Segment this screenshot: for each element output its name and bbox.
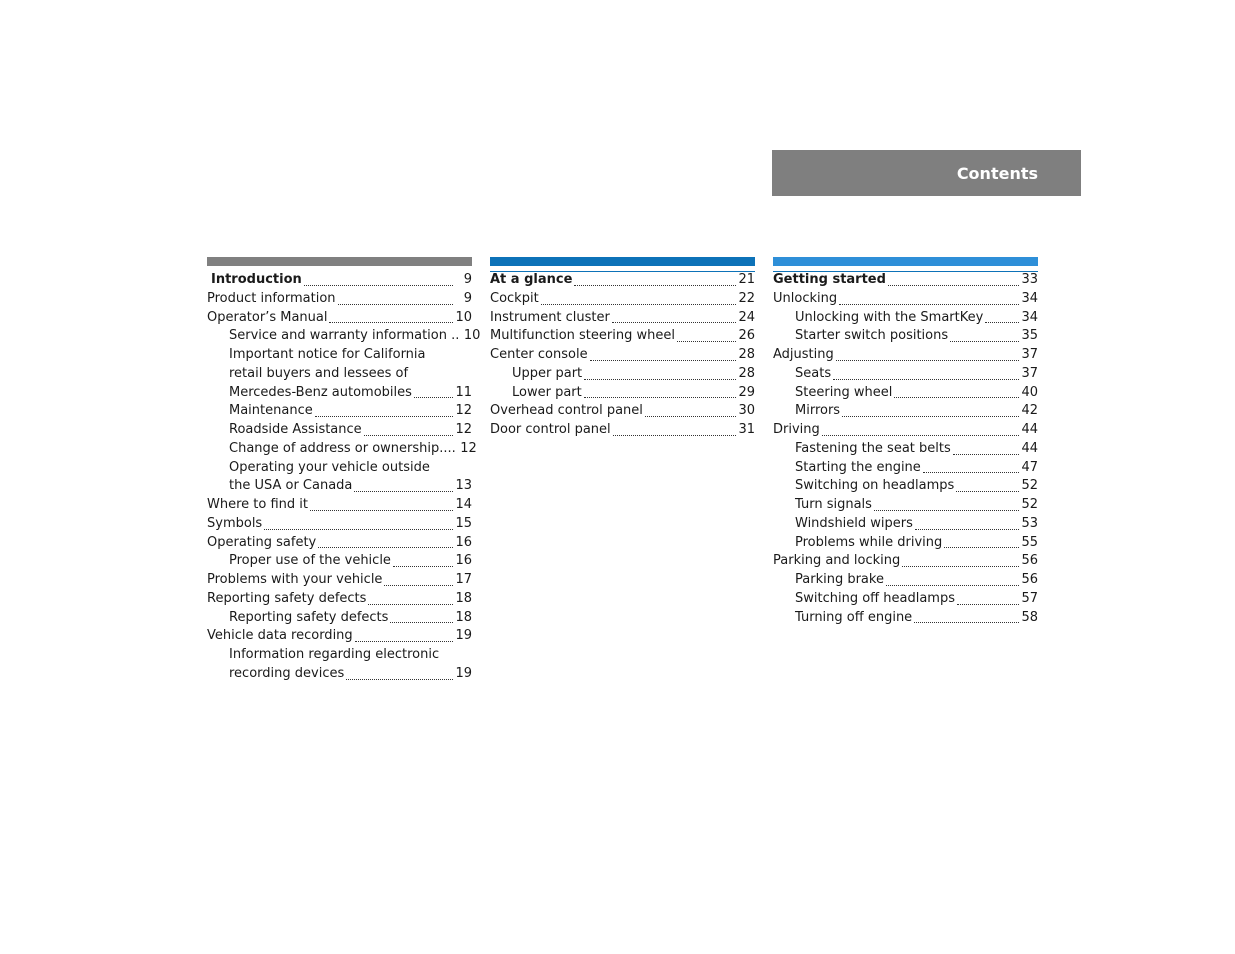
- toc-leader-dots: [304, 285, 453, 286]
- toc-page-number: 12: [460, 440, 477, 456]
- toc-entry-title: Instrument cluster: [490, 309, 610, 325]
- contents-title: Contents: [956, 163, 1038, 183]
- toc-entry-title: the USA or Canada: [229, 478, 353, 494]
- toc-page-number: 16: [455, 553, 472, 569]
- toc-leader-dots: [541, 304, 736, 305]
- toc-entry[interactable]: [773, 327, 1038, 346]
- toc-leader-dots: [354, 491, 453, 492]
- toc-entry-title: Starting the engine: [795, 459, 921, 475]
- toc-entry[interactable]: [490, 421, 755, 440]
- toc-entry-title: Seats: [795, 365, 832, 381]
- toc-page-number: 11: [455, 384, 472, 400]
- toc-leader-dots: [390, 622, 453, 623]
- toc-entry[interactable]: [773, 515, 1038, 534]
- toc-leader-dots: [950, 341, 1019, 342]
- toc-entry-title: Multifunction steering wheel: [490, 328, 675, 344]
- toc-entry[interactable]: [490, 327, 755, 346]
- toc-leader-dots: [836, 360, 1019, 361]
- toc-entry-title: Operating safety: [207, 534, 317, 550]
- toc-leader-dots: [414, 397, 453, 398]
- toc-page-number: 34: [1021, 309, 1038, 325]
- toc-leader-dots: [338, 304, 453, 305]
- toc-leader-dots: [612, 322, 736, 323]
- toc-entry-title: Unlocking with the SmartKey: [795, 309, 984, 325]
- toc-page-number: 28: [738, 365, 755, 381]
- toc-leader-dots: [957, 604, 1019, 605]
- toc-entry-title: Where to find it: [207, 497, 308, 512]
- toc-page-number: 56: [1021, 572, 1038, 587]
- toc-leader-dots: [839, 304, 1019, 305]
- toc-page-number: 33: [1021, 272, 1038, 287]
- toc-page-number: 9: [463, 290, 472, 306]
- toc-entry-title: Information regarding electronic: [229, 647, 440, 662]
- toc-page-number: 18: [455, 609, 472, 625]
- toc-entry[interactable]: [773, 346, 1038, 365]
- toc-entry-title: Center console: [490, 347, 588, 362]
- toc-entry[interactable]: [207, 477, 472, 496]
- toc-entry-title: Proper use of the vehicle: [229, 553, 391, 569]
- toc-entry-title: Lower part: [512, 384, 582, 400]
- toc-entry-title: retail buyers and lessees of: [229, 365, 409, 381]
- toc-leader-dots: [894, 397, 1019, 398]
- toc-entry-title: Reporting safety defects: [207, 590, 367, 606]
- toc-entry[interactable]: [207, 665, 472, 684]
- toc-leader-dots: [355, 641, 453, 642]
- section-bar-getting-started: [773, 257, 1038, 266]
- toc-leader-dots: [310, 510, 453, 511]
- toc-leader-dots: [923, 472, 1019, 473]
- toc-page-number: 55: [1021, 534, 1038, 550]
- toc-page-number: 37: [1021, 365, 1038, 381]
- toc-entries: [773, 271, 1038, 627]
- toc-entry[interactable]: [773, 590, 1038, 609]
- toc-entry[interactable]: [773, 365, 1038, 384]
- toc-entry-title: Product information: [207, 290, 336, 306]
- toc-column-at-a-glance: [490, 257, 755, 440]
- toc-entry[interactable]: [773, 290, 1038, 309]
- toc-leader-dots: [315, 416, 453, 417]
- toc-entry-title: Overhead control panel: [490, 403, 643, 419]
- toc-page-number: 12: [455, 403, 472, 419]
- toc-entry[interactable]: [207, 552, 472, 571]
- toc-page-number: 47: [1021, 459, 1038, 475]
- toc-leader-dots: [953, 454, 1019, 455]
- toc-leader-dots: [368, 604, 453, 605]
- toc-leader-dots: [318, 547, 453, 548]
- toc-entry[interactable]: [207, 440, 477, 459]
- toc-entry-title: Unlocking: [773, 290, 838, 306]
- toc-entry-title: Problems with your vehicle: [207, 572, 383, 587]
- toc-entry[interactable]: [207, 402, 472, 421]
- toc-leader-dots: [874, 510, 1019, 511]
- toc-entry-title: Mirrors: [795, 403, 841, 419]
- toc-section-heading[interactable]: [773, 271, 1038, 290]
- toc-entry[interactable]: [773, 459, 1038, 478]
- toc-page-number: 58: [1021, 609, 1038, 625]
- toc-entry-title: Door control panel: [490, 422, 611, 437]
- toc-leader-dots: [613, 435, 736, 436]
- toc-entry[interactable]: [207, 627, 472, 646]
- toc-page-number: 28: [738, 347, 755, 362]
- toc-page-number: 35: [1021, 328, 1038, 344]
- toc-entry[interactable]: [207, 534, 472, 553]
- toc-entry-title: Problems while driving: [795, 534, 943, 550]
- toc-entry-title: Vehicle data recording: [207, 628, 353, 644]
- toc-page-number: 19: [455, 628, 472, 644]
- toc-page-number: 21: [738, 272, 755, 287]
- toc-entry[interactable]: [207, 346, 472, 365]
- toc-entry-title: Steering wheel: [795, 384, 893, 400]
- section-bar-at-a-glance: [490, 257, 755, 266]
- toc-section-heading[interactable]: [207, 271, 472, 290]
- toc-leader-dots: [264, 529, 453, 530]
- toc-page-number: 14: [455, 497, 472, 512]
- toc-entry[interactable]: [490, 290, 755, 309]
- toc-entry[interactable]: [207, 290, 472, 309]
- toc-leader-dots: [590, 360, 736, 361]
- toc-page-number: 24: [738, 309, 755, 325]
- toc-leader-dots: [888, 285, 1019, 286]
- toc-leader-dots: [842, 416, 1019, 417]
- toc-entry[interactable]: [773, 534, 1038, 553]
- section-bar-introduction: [207, 257, 472, 266]
- toc-entry-title: Turning off engine: [795, 609, 913, 625]
- toc-page-number: 56: [1021, 553, 1038, 569]
- contents-header-tab: [772, 150, 1081, 196]
- toc-page-number: 17: [455, 572, 472, 587]
- toc-leader-dots: [346, 679, 453, 680]
- toc-entry[interactable]: [207, 590, 472, 609]
- toc-page-number: 52: [1021, 478, 1038, 494]
- toc-page-number: 19: [455, 665, 472, 681]
- toc-leader-dots: [985, 322, 1019, 323]
- toc-entry-title: Switching on headlamps: [795, 478, 955, 494]
- toc-entry-title: Change of address or ownership....: [229, 440, 456, 456]
- toc-entry-title: Getting started: [773, 272, 886, 287]
- toc-leader-dots: [329, 322, 453, 323]
- toc-entries: [207, 271, 481, 684]
- toc-page-number: 30: [738, 403, 755, 419]
- toc-page-number: 29: [738, 384, 755, 400]
- toc-page-number: 34: [1021, 290, 1038, 306]
- toc-page-number: 44: [1021, 440, 1038, 456]
- toc-page-number: 22: [738, 290, 755, 306]
- toc-entry[interactable]: [490, 346, 755, 365]
- toc-entry-title: Introduction: [211, 272, 302, 287]
- toc-entry-title: Fastening the seat belts: [795, 440, 951, 456]
- toc-entry-title: Switching off headlamps: [795, 590, 955, 606]
- toc-leader-dots: [902, 566, 1019, 567]
- toc-leader-dots: [915, 529, 1019, 530]
- toc-entry-title: Windshield wipers: [795, 515, 913, 531]
- toc-page-number: 31: [738, 422, 755, 437]
- toc-page-number: 10: [455, 309, 472, 325]
- toc-leader-dots: [584, 379, 736, 380]
- toc-leader-dots: [833, 379, 1019, 380]
- toc-page-number: 18: [455, 590, 472, 606]
- toc-entry-title: Parking and locking: [773, 553, 901, 569]
- toc-entry-title: At a glance: [490, 272, 573, 287]
- toc-entry[interactable]: [207, 309, 472, 328]
- toc-entry-title: Adjusting: [773, 347, 834, 362]
- toc-entry-title: Roadside Assistance: [229, 422, 362, 437]
- toc-entry-title: recording devices: [229, 665, 345, 681]
- toc-page-number: 42: [1021, 403, 1038, 419]
- toc-entry[interactable]: [773, 496, 1038, 515]
- toc-entry[interactable]: [207, 496, 472, 515]
- toc-page-number: 10: [463, 328, 481, 344]
- toc-entry[interactable]: [207, 646, 472, 665]
- toc-entry[interactable]: [773, 421, 1038, 440]
- toc-entry[interactable]: [490, 384, 755, 403]
- toc-entry[interactable]: [490, 402, 755, 421]
- toc-entry-title: Driving: [773, 422, 820, 437]
- toc-entry[interactable]: [207, 384, 472, 403]
- toc-column-getting-started: [773, 257, 1038, 627]
- toc-entry[interactable]: [207, 515, 472, 534]
- toc-entry[interactable]: [773, 402, 1038, 421]
- toc-entry[interactable]: [207, 327, 481, 346]
- toc-entry[interactable]: [207, 365, 472, 384]
- toc-entry[interactable]: [773, 440, 1038, 459]
- toc-leader-dots: [956, 491, 1019, 492]
- toc-page-number: 40: [1021, 384, 1038, 400]
- toc-entry[interactable]: [773, 477, 1038, 496]
- toc-entry-title: Mercedes-Benz automobiles: [229, 384, 412, 400]
- toc-entry-title: Operator’s Manual: [207, 309, 328, 325]
- toc-entry-title: Important notice for California: [229, 347, 426, 362]
- toc-leader-dots: [822, 435, 1019, 436]
- toc-page-number: 13: [455, 478, 472, 494]
- toc-entry-title: Symbols: [207, 515, 263, 531]
- toc-page-number: 9: [463, 272, 472, 287]
- toc-page-number: 53: [1021, 515, 1038, 531]
- toc-page-number: 57: [1021, 590, 1038, 606]
- toc-entry[interactable]: [773, 384, 1038, 403]
- toc-entry-title: Reporting safety defects: [229, 609, 389, 625]
- toc-entry[interactable]: [773, 571, 1038, 590]
- toc-entry[interactable]: [207, 571, 472, 590]
- toc-entry[interactable]: [490, 365, 755, 384]
- toc-entry-title: Cockpit: [490, 290, 539, 306]
- toc-leader-dots: [944, 547, 1019, 548]
- toc-entry-title: Operating your vehicle outside: [229, 459, 430, 475]
- toc-entry-title: Service and warranty information ..: [229, 328, 460, 344]
- toc-entry[interactable]: [207, 459, 472, 478]
- toc-leader-dots: [574, 285, 736, 286]
- toc-entry[interactable]: [773, 552, 1038, 571]
- heading-underline: [490, 271, 755, 272]
- toc-page-number: 44: [1021, 422, 1038, 437]
- toc-leader-dots: [384, 585, 453, 586]
- toc-page-number: 16: [455, 534, 472, 550]
- toc-page-number: 26: [738, 328, 755, 344]
- toc-leader-dots: [886, 585, 1019, 586]
- toc-entry[interactable]: [207, 421, 472, 440]
- toc-page-number: 52: [1021, 497, 1038, 512]
- toc-entry[interactable]: [207, 609, 472, 628]
- toc-column-introduction: [207, 257, 481, 684]
- toc-entries: [490, 271, 755, 440]
- toc-leader-dots: [677, 341, 736, 342]
- toc-leader-dots: [364, 435, 453, 436]
- toc-leader-dots: [393, 566, 453, 567]
- toc-page-number: 15: [455, 515, 472, 531]
- heading-underline: [773, 271, 1038, 272]
- toc-entry[interactable]: [773, 609, 1038, 628]
- toc-leader-dots: [645, 416, 736, 417]
- toc-leader-dots: [914, 622, 1019, 623]
- toc-entry[interactable]: [773, 309, 1038, 328]
- toc-entry[interactable]: [490, 309, 755, 328]
- toc-entry-title: Starter switch positions: [795, 328, 949, 344]
- toc-entry-title: Upper part: [512, 365, 583, 381]
- toc-entry-title: Turn signals: [795, 497, 872, 512]
- toc-page-number: 37: [1021, 347, 1038, 362]
- toc-entry-title: Parking brake: [795, 572, 884, 587]
- toc-page-number: 12: [455, 422, 472, 437]
- toc-section-heading[interactable]: [490, 271, 755, 290]
- toc-leader-dots: [584, 397, 736, 398]
- toc-entry-title: Maintenance: [229, 403, 313, 419]
